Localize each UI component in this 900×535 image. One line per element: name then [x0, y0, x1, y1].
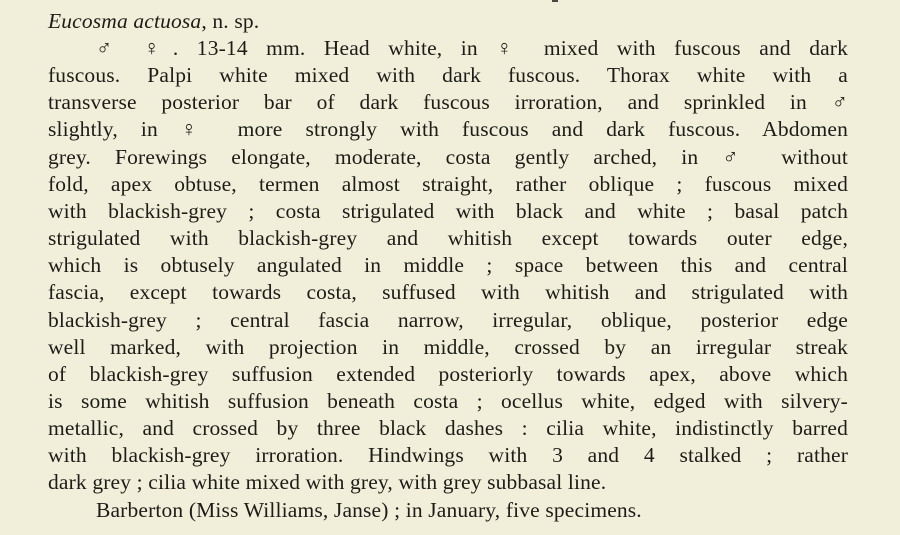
description-line: slightly, in ♀ more strongly with fuscous and dark fuscous. Abdomen: [48, 117, 848, 141]
description-line: transverse posterior bar of dark fuscous irroration, and sprinkled in ♂: [48, 90, 848, 114]
description-line: dark grey ; cilia white mixed with grey, with grey subbasal line.: [48, 470, 607, 494]
locality-line: Barberton (Miss Williams, Janse) ; in January, five specimens.: [96, 498, 642, 522]
description-line: with blackish-grey ; costa strigulated with black and white ; basal patch: [48, 199, 848, 223]
description-line: is some whitish suffusion beneath costa ; ocellus white, edged with silvery-: [48, 389, 848, 413]
description-line: blackish-grey ; central fascia narrow, irregular, oblique, posterior edge: [48, 308, 848, 332]
description-line: metallic, and crossed by three black dashes : cilia white, indistinctly barred: [48, 416, 848, 440]
description-line: ♂ ♀. 13-14 mm. Head white, in ♀ mixed with fuscous and dark: [96, 36, 848, 60]
description-line: grey. Forewings elongate, moderate, costa gently arched, in ♂ without: [48, 145, 848, 169]
description-line: strigulated with blackish-grey and whitish except towards outer edge,: [48, 226, 848, 250]
description-line: fuscous. Palpi white mixed with dark fuscous. Thorax white with a: [48, 63, 848, 87]
page-edge-mark: [552, 0, 558, 2]
description-line: well marked, with projection in middle, crossed by an irregular streak: [48, 335, 848, 359]
description-line: with blackish-grey irroration. Hindwings with 3 and 4 stalked ; rather: [48, 443, 848, 467]
species-heading: [48, 8, 259, 35]
description-line: of blackish-grey suffusion extended posteriorly towards apex, above which: [48, 362, 848, 386]
description-line: which is obtusely angulated in middle ; space between this and central: [48, 253, 848, 277]
species-name: Eucosma actuosa: [48, 9, 202, 33]
description-line: fascia, except towards costa, suffused with whitish and strigulated with: [48, 280, 848, 304]
species-status: , n. sp.: [201, 9, 260, 33]
description-line: fold, apex obtuse, termen almost straight, rather oblique ; fuscous mixed: [48, 172, 848, 196]
